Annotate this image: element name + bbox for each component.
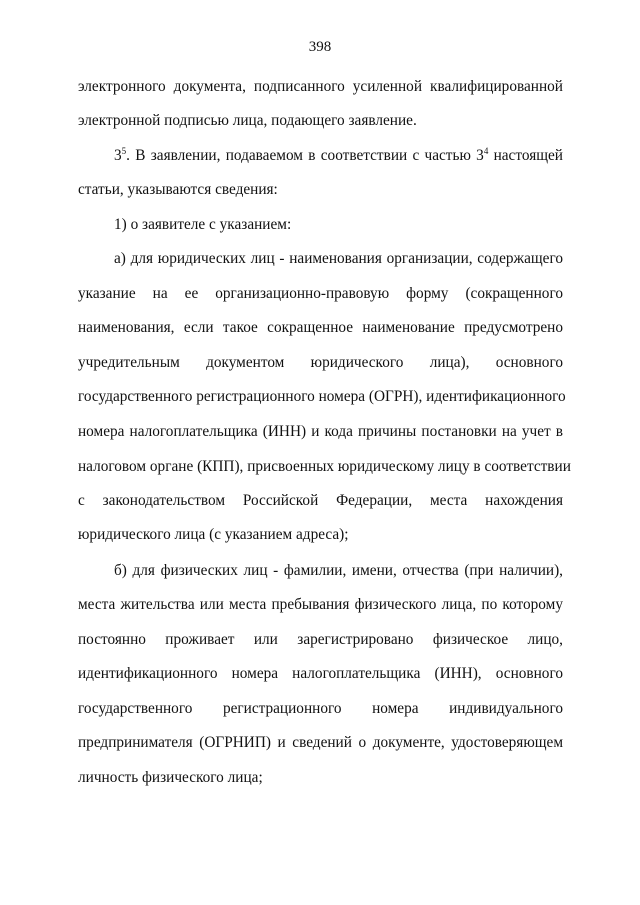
text-line: а) для юридических лиц - наименования организации, содержащего <box>114 250 563 267</box>
text-line: с законодательством Российской Федерации, места нахождения <box>78 492 563 509</box>
text-line-with-superscripts <box>114 145 563 167</box>
text-line: налоговом органе (КПП), присвоенных юридическому лицу в соответствии <box>78 458 571 475</box>
text-line: б) для физических лиц - фамилии, имени, отчества (при наличии), <box>114 562 563 579</box>
text-line: государственного регистрационного номера индивидуального <box>78 700 563 717</box>
text-line: юридического лица (с указанием адреса); <box>78 526 349 543</box>
text-line: предпринимателя (ОГРНИП) и сведений о документе, удостоверяющем <box>78 734 563 751</box>
text-line: наименования, если такое сокращенное наименование предусмотрено <box>78 319 563 336</box>
text-line: номера налогоплательщика (ИНН) и кода причины постановки на учет в <box>78 423 563 440</box>
text-line: идентификационного номера налогоплательщика (ИНН), основного <box>78 665 563 682</box>
text-line: указание на ее организационно-правовую форму (сокращенного <box>78 285 563 302</box>
text-line: личность физического лица; <box>78 769 263 786</box>
superscript: 4 <box>483 146 489 156</box>
text-line: 1) о заявителе с указанием: <box>114 216 292 233</box>
text-line: учредительным документом юридического лица), основного <box>78 354 563 371</box>
text-line: статьи, указываются сведения: <box>78 181 278 198</box>
text-line: электронной подписью лица, подающего заявление. <box>78 112 417 129</box>
text-line: государственного регистрационного номера (ОГРН), идентификационного <box>78 388 566 405</box>
line-text: . В заявлении, подаваемом в соответствии с частью 3 <box>126 147 484 164</box>
text-line: электронного документа, подписанного усиленной квалифицированной <box>78 78 563 95</box>
page-number: 398 <box>308 39 332 55</box>
clause-number: 3 <box>114 147 122 164</box>
line-text: настоящей <box>488 147 563 164</box>
superscript: 5 <box>121 146 127 156</box>
text-line: постоянно проживает или зарегистрировано физическое лицо, <box>78 631 563 648</box>
text-line: места жительства или места пребывания физического лица, по которому <box>78 596 563 613</box>
